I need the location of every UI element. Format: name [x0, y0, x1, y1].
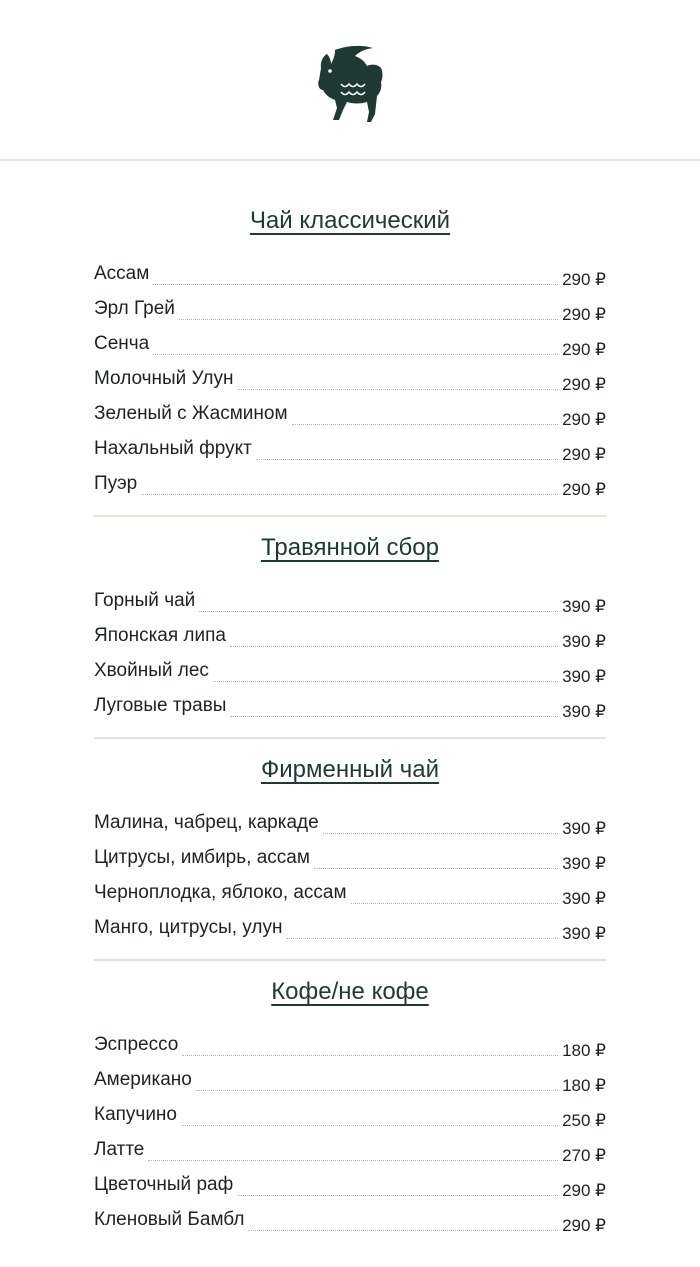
item-price: 180 ₽ — [562, 1041, 606, 1060]
item-name: Кленовый Бамбл — [94, 1209, 245, 1230]
item-price: 290 ₽ — [562, 480, 606, 499]
dotted-leader — [179, 318, 558, 320]
section-title: Кофе/не кофе — [271, 978, 429, 1005]
dotted-leader — [182, 1054, 558, 1056]
item-name: Ассам — [94, 263, 150, 284]
dotted-leader — [181, 1124, 558, 1126]
item-price: 290 ₽ — [562, 375, 606, 394]
dotted-leader — [237, 388, 558, 390]
item-name: Нахальный фрукт — [94, 438, 252, 459]
section-signature-tea — [94, 755, 606, 961]
menu-item — [94, 875, 606, 910]
dotted-leader — [141, 493, 558, 495]
item-name: Сенча — [94, 333, 150, 354]
dotted-leader — [351, 902, 559, 904]
item-name: Американо — [94, 1069, 192, 1090]
header — [0, 0, 700, 161]
dotted-leader — [286, 937, 558, 939]
dotted-leader — [153, 283, 558, 285]
menu-item — [94, 326, 606, 361]
item-price: 290 ₽ — [562, 1181, 606, 1200]
dotted-leader — [237, 1194, 558, 1196]
menu-item — [94, 1097, 606, 1132]
menu-item — [94, 1062, 606, 1097]
item-price: 390 ₽ — [562, 667, 606, 686]
menu-item — [94, 1027, 606, 1062]
item-price: 390 ₽ — [562, 702, 606, 721]
menu-item — [94, 688, 606, 723]
menu-item — [94, 431, 606, 466]
item-price: 390 ₽ — [562, 854, 606, 873]
menu-item — [94, 1202, 606, 1237]
item-name: Зеленый с Жасмином — [94, 403, 288, 424]
item-name: Горный чай — [94, 590, 196, 611]
item-price: 390 ₽ — [562, 597, 606, 616]
item-price: 270 ₽ — [562, 1146, 606, 1165]
dotted-leader — [230, 715, 558, 717]
item-name: Молочный Улун — [94, 368, 234, 389]
item-price: 290 ₽ — [562, 1216, 606, 1235]
menu-item — [94, 396, 606, 431]
dotted-leader — [256, 458, 558, 460]
item-name: Капучино — [94, 1104, 177, 1125]
menu-item — [94, 466, 606, 501]
item-name: Манго, цитрусы, улун — [94, 917, 283, 938]
item-name: Латте — [94, 1139, 145, 1160]
menu-item — [94, 1167, 606, 1202]
item-name: Цветочный раф — [94, 1174, 234, 1195]
item-price: 390 ₽ — [562, 924, 606, 943]
item-price: 290 ₽ — [562, 270, 606, 289]
menu-item — [94, 910, 606, 945]
dotted-leader — [196, 1089, 558, 1091]
item-name: Малина, чабрец, каркаде — [94, 812, 319, 833]
item-name: Эспрессо — [94, 1034, 179, 1055]
menu-item — [94, 840, 606, 875]
item-price: 250 ₽ — [562, 1111, 606, 1130]
dotted-leader — [314, 867, 558, 869]
dotted-leader — [292, 423, 559, 425]
menu-item — [94, 361, 606, 396]
menu-item — [94, 291, 606, 326]
item-name: Луговые травы — [94, 695, 227, 716]
dotted-leader — [153, 353, 558, 355]
item-name: Хвойный лес — [94, 660, 209, 681]
dotted-leader — [199, 610, 558, 612]
section-herbal-tea — [94, 533, 606, 739]
item-name: Пуэр — [94, 473, 138, 494]
item-name: Японская липа — [94, 625, 226, 646]
menu-item — [94, 256, 606, 291]
item-name: Эрл Грей — [94, 298, 175, 319]
dotted-leader — [230, 645, 558, 647]
item-price: 290 ₽ — [562, 340, 606, 359]
menu-item — [94, 618, 606, 653]
dotted-leader — [213, 680, 558, 682]
menu — [94, 196, 606, 1267]
section-coffee — [94, 977, 606, 1251]
item-name: Цитрусы, имбирь, ассам — [94, 847, 310, 868]
item-price: 390 ₽ — [562, 632, 606, 651]
menu-item — [94, 653, 606, 688]
menu-item — [94, 805, 606, 840]
item-name: Черноплодка, яблоко, ассам — [94, 882, 347, 903]
item-price: 290 ₽ — [562, 410, 606, 429]
section-title: Травянной сбор — [261, 534, 439, 561]
item-price: 290 ₽ — [562, 445, 606, 464]
dotted-leader — [323, 832, 558, 834]
item-price: 180 ₽ — [562, 1076, 606, 1095]
item-price: 290 ₽ — [562, 305, 606, 324]
goat-logo-icon — [315, 44, 385, 124]
item-price: 390 ₽ — [562, 819, 606, 838]
section-title: Фирменный чай — [261, 756, 439, 783]
section-classic-tea — [94, 206, 606, 517]
dotted-leader — [148, 1159, 558, 1161]
menu-item — [94, 1132, 606, 1167]
menu-item — [94, 583, 606, 618]
dotted-leader — [248, 1229, 558, 1231]
item-price: 390 ₽ — [562, 889, 606, 908]
section-title: Чай классический — [249, 207, 451, 234]
